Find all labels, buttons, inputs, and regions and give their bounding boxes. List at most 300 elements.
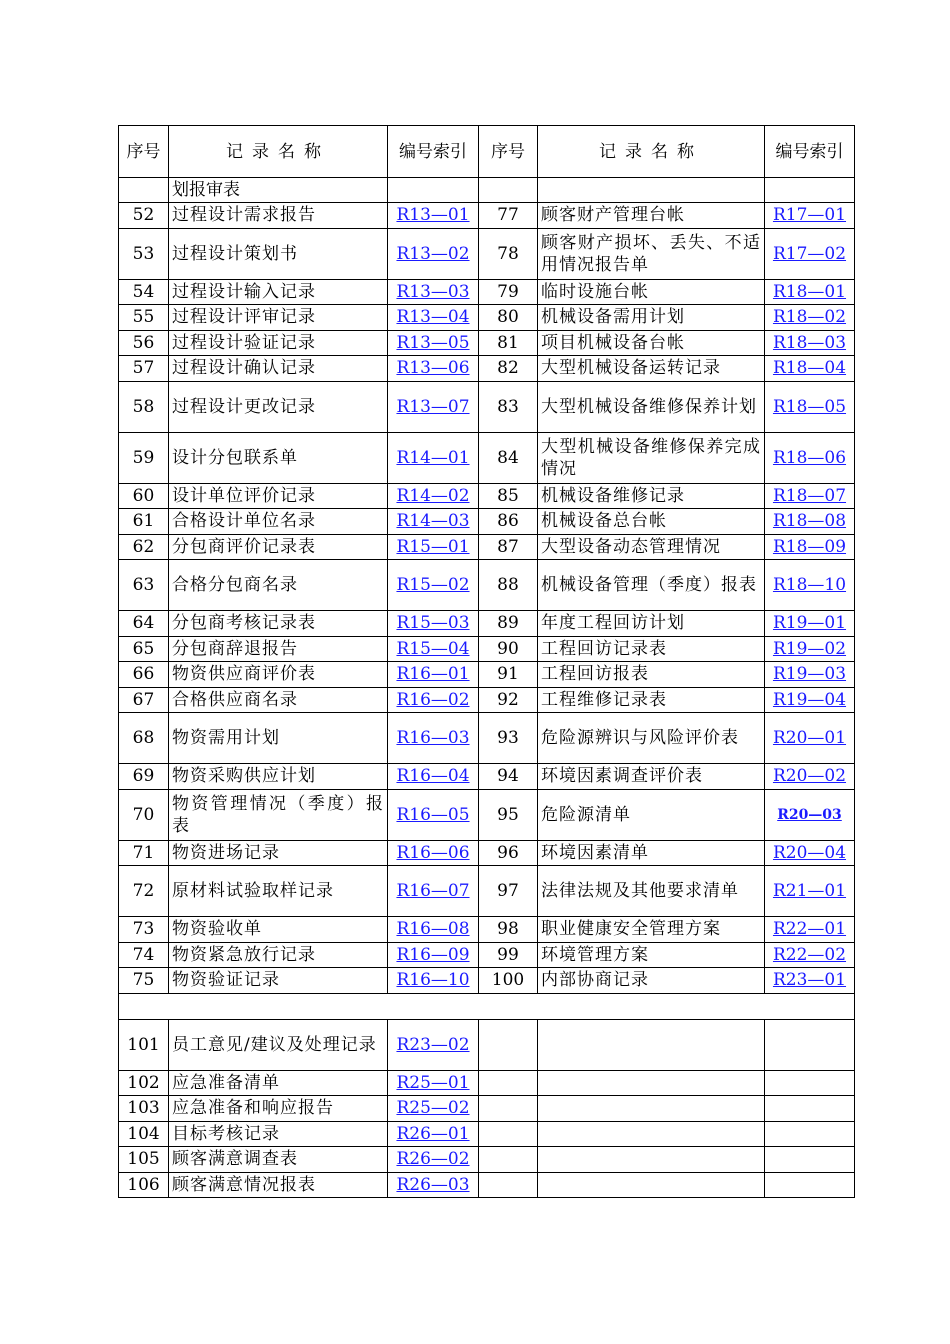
record-name <box>169 1121 388 1147</box>
record-name <box>538 662 765 688</box>
record-name <box>538 560 765 611</box>
record-code-link[interactable]: R26—03 <box>396 1174 470 1195</box>
record-name-text: 顾客满意调查表 <box>172 1149 298 1170</box>
record-name-text: 设计分包联系单 <box>172 447 298 468</box>
record-number: 73 <box>119 917 169 943</box>
record-code-link[interactable]: R16—05 <box>396 804 470 825</box>
record-code-link[interactable]: R15—03 <box>396 613 470 634</box>
record-code <box>765 381 855 432</box>
table-row <box>119 509 855 535</box>
record-number: 53 <box>119 228 169 279</box>
record-name-text: 分包商考核记录表 <box>172 613 316 634</box>
record-code <box>765 687 855 713</box>
table-row <box>119 611 855 637</box>
record-name <box>169 968 388 994</box>
record-name-text: 机械设备维修记录 <box>541 485 685 506</box>
record-number: 68 <box>119 713 169 764</box>
table-row <box>119 713 855 764</box>
record-number: 105 <box>119 1147 169 1173</box>
record-name <box>169 560 388 611</box>
record-code-link[interactable]: R21—01 <box>772 881 847 901</box>
name-header-left: 记录名称 <box>169 126 388 178</box>
record-name-text: 过程设计更改记录 <box>172 396 316 417</box>
record-number: 64 <box>119 611 169 637</box>
record-name <box>169 1172 388 1198</box>
record-name <box>538 764 765 790</box>
empty-cell <box>765 1172 855 1198</box>
record-code <box>388 330 479 356</box>
table-row <box>119 1096 855 1122</box>
record-code-link[interactable]: R25—01 <box>396 1072 470 1093</box>
empty-cell <box>388 178 479 203</box>
record-name-text: 顾客财产管理台帐 <box>541 205 685 226</box>
empty-cell <box>479 1147 538 1173</box>
record-code-link[interactable]: R22—01 <box>772 919 847 940</box>
record-code <box>388 483 479 509</box>
table-row <box>119 203 855 229</box>
table-row <box>119 560 855 611</box>
record-number: 94 <box>479 764 538 790</box>
record-name-text: 员工意见/建议及处理记录 <box>172 1034 377 1055</box>
record-name <box>169 381 388 432</box>
record-name-text: 物资管理情况（季度）报表 <box>172 793 384 836</box>
record-code <box>765 789 855 840</box>
record-number: 67 <box>119 687 169 713</box>
record-number: 80 <box>479 305 538 331</box>
record-name <box>538 789 765 840</box>
table-row <box>119 968 855 994</box>
record-code-link[interactable]: R15—01 <box>396 536 470 557</box>
record-code <box>388 636 479 662</box>
table-row <box>119 381 855 432</box>
record-code-link[interactable]: R18—06 <box>772 447 847 468</box>
code-header-left: 编号索引 <box>388 126 479 178</box>
record-name <box>169 330 388 356</box>
record-name-text: 危险源清单 <box>541 804 631 825</box>
record-code-link[interactable]: R16—01 <box>396 664 470 685</box>
empty-cell <box>538 1121 765 1147</box>
record-code-link[interactable]: R17—01 <box>772 205 847 226</box>
record-code <box>388 534 479 560</box>
record-code <box>765 840 855 866</box>
record-number: 82 <box>479 356 538 382</box>
empty-cell <box>479 1019 538 1070</box>
record-code <box>765 432 855 483</box>
record-code-link[interactable]: R19—01 <box>772 613 847 634</box>
record-name-text: 分包商辞退报告 <box>172 638 298 659</box>
record-number: 56 <box>119 330 169 356</box>
table-row <box>119 356 855 382</box>
record-code <box>388 356 479 382</box>
record-code <box>388 228 479 279</box>
record-name <box>538 611 765 637</box>
table-row <box>119 1019 855 1070</box>
empty-cell <box>765 178 855 203</box>
record-name <box>538 968 765 994</box>
record-code-link[interactable]: R18—05 <box>772 396 847 417</box>
record-name-text: 法律法规及其他要求清单 <box>541 881 739 901</box>
record-name-text: 大型机械设备维修保养计划 <box>541 396 757 417</box>
empty-cell <box>479 1121 538 1147</box>
table-row <box>119 687 855 713</box>
record-code <box>388 432 479 483</box>
record-name <box>169 305 388 331</box>
separator-row <box>119 993 855 1019</box>
table-row <box>119 432 855 483</box>
empty-cell <box>538 178 765 203</box>
record-name-text: 环境因素清单 <box>541 842 649 863</box>
seq-header-left: 序号 <box>119 126 169 178</box>
empty-cell <box>538 1070 765 1096</box>
name-header-right: 记录名称 <box>538 126 765 178</box>
record-number: 84 <box>479 432 538 483</box>
record-code-link[interactable]: R18—10 <box>772 575 847 595</box>
record-number: 100 <box>479 968 538 994</box>
record-number: 58 <box>119 381 169 432</box>
record-code-link[interactable]: R19—02 <box>772 638 847 659</box>
records-table-body <box>119 126 855 1198</box>
table-row <box>119 840 855 866</box>
record-name <box>169 764 388 790</box>
record-code <box>388 1070 479 1096</box>
record-name-text: 内部协商记录 <box>541 970 649 991</box>
table-row <box>119 942 855 968</box>
record-code <box>388 1096 479 1122</box>
record-number: 65 <box>119 636 169 662</box>
record-code <box>388 1121 479 1147</box>
record-name <box>538 840 765 866</box>
record-name-text: 工程回访报表 <box>541 664 649 685</box>
record-number: 66 <box>119 662 169 688</box>
record-code <box>765 534 855 560</box>
record-code-link[interactable]: R20—03 <box>777 807 842 823</box>
record-code-link[interactable]: R16—04 <box>396 766 470 787</box>
record-name <box>538 687 765 713</box>
record-name-text: 应急准备和响应报告 <box>172 1098 334 1119</box>
record-code-link[interactable]: R16—07 <box>396 881 470 901</box>
record-code <box>765 483 855 509</box>
empty-cell <box>479 1096 538 1122</box>
record-code <box>388 968 479 994</box>
table-row <box>119 1172 855 1198</box>
record-number: 70 <box>119 789 169 840</box>
empty-cell <box>479 178 538 203</box>
record-code-link[interactable]: R13—06 <box>396 358 470 379</box>
record-code <box>765 942 855 968</box>
record-code <box>765 305 855 331</box>
record-code <box>765 662 855 688</box>
record-code-link[interactable]: R13—07 <box>396 396 470 417</box>
record-code-link[interactable]: R16—02 <box>396 689 470 710</box>
record-code-link[interactable]: R17—02 <box>772 243 847 264</box>
record-code-link[interactable]: R20—01 <box>772 728 847 748</box>
record-number: 61 <box>119 509 169 535</box>
table-row <box>119 764 855 790</box>
record-code-link[interactable]: R15—02 <box>396 575 470 595</box>
table-row <box>119 866 855 917</box>
record-name-text: 物资采购供应计划 <box>172 766 316 787</box>
record-code-link[interactable]: R18—09 <box>772 536 847 557</box>
record-number: 93 <box>479 713 538 764</box>
record-name <box>538 866 765 917</box>
record-code <box>388 203 479 229</box>
table-row <box>119 279 855 305</box>
table-row <box>119 636 855 662</box>
record-name-text: 过程设计确认记录 <box>172 358 316 379</box>
empty-cell <box>479 1070 538 1096</box>
record-name <box>538 917 765 943</box>
header-row <box>119 126 855 178</box>
record-name <box>169 942 388 968</box>
empty-cell <box>765 1070 855 1096</box>
empty-cell <box>765 1096 855 1122</box>
record-name-text: 物资紧急放行记录 <box>172 944 316 965</box>
empty-cell <box>765 1019 855 1070</box>
record-number: 96 <box>479 840 538 866</box>
record-code <box>765 228 855 279</box>
record-name <box>169 636 388 662</box>
record-code-link[interactable]: R20—02 <box>772 766 847 787</box>
record-code <box>388 866 479 917</box>
record-code <box>765 636 855 662</box>
record-name-text: 过程设计策划书 <box>172 243 298 264</box>
record-number: 104 <box>119 1121 169 1147</box>
record-number: 59 <box>119 432 169 483</box>
record-name-text: 环境因素调查评价表 <box>541 766 703 787</box>
record-name-text: 机械设备总台帐 <box>541 511 667 532</box>
record-number: 75 <box>119 968 169 994</box>
record-number: 81 <box>479 330 538 356</box>
record-number: 101 <box>119 1019 169 1070</box>
record-name <box>538 279 765 305</box>
record-name <box>169 662 388 688</box>
record-name-text: 物资验证记录 <box>172 970 280 991</box>
record-code <box>765 713 855 764</box>
record-code-link[interactable]: R18—02 <box>772 307 847 328</box>
record-code-link[interactable]: R13—05 <box>396 332 470 353</box>
records-table <box>118 125 855 1198</box>
empty-cell <box>479 1172 538 1198</box>
record-name-text: 物资需用计划 <box>172 728 280 748</box>
record-name <box>169 789 388 840</box>
record-name-text: 大型设备动态管理情况 <box>541 536 721 557</box>
record-name-text: 物资验收单 <box>172 919 262 940</box>
record-number: 106 <box>119 1172 169 1198</box>
record-code <box>388 509 479 535</box>
record-code-link[interactable]: R19—03 <box>772 664 847 685</box>
record-name-text: 合格分包商名录 <box>172 575 298 595</box>
record-name <box>169 917 388 943</box>
record-name-text: 过程设计验证记录 <box>172 332 316 353</box>
record-name <box>538 483 765 509</box>
record-code-link[interactable]: R16—09 <box>396 944 470 965</box>
table-row <box>119 483 855 509</box>
record-code <box>765 509 855 535</box>
record-code-link[interactable]: R13—01 <box>396 205 470 226</box>
record-name-text: 大型机械设备维修保养完成情况 <box>541 436 761 479</box>
record-name-text: 合格供应商名录 <box>172 689 298 710</box>
record-name <box>169 279 388 305</box>
record-name-text: 过程设计评审记录 <box>172 307 316 328</box>
record-number: 92 <box>479 687 538 713</box>
record-name <box>538 509 765 535</box>
empty-cell <box>538 1096 765 1122</box>
record-name <box>169 203 388 229</box>
empty-cell <box>538 1172 765 1198</box>
record-name-text: 物资供应商评价表 <box>172 664 316 685</box>
record-name <box>169 713 388 764</box>
record-name <box>169 866 388 917</box>
record-code-link[interactable]: R18—01 <box>772 281 847 302</box>
record-name-text: 物资进场记录 <box>172 842 280 863</box>
table-row <box>119 662 855 688</box>
record-name-text: 分包商评价记录表 <box>172 536 316 557</box>
record-number: 79 <box>479 279 538 305</box>
record-code-link[interactable]: R14—03 <box>396 511 470 532</box>
empty-cell <box>765 1147 855 1173</box>
record-code-link[interactable]: R14—02 <box>396 485 470 506</box>
record-name <box>538 305 765 331</box>
empty-cell <box>538 1147 765 1173</box>
record-number: 77 <box>479 203 538 229</box>
empty-cell <box>119 178 169 203</box>
record-name <box>169 840 388 866</box>
record-number: 98 <box>479 917 538 943</box>
table-row <box>119 789 855 840</box>
record-code <box>388 560 479 611</box>
record-code-link[interactable]: R23—01 <box>772 970 847 991</box>
record-code <box>388 789 479 840</box>
record-name <box>538 713 765 764</box>
record-name-text: 环境管理方案 <box>541 944 649 965</box>
record-code-link[interactable]: R18—04 <box>772 358 847 379</box>
record-code-link[interactable]: R13—03 <box>396 281 470 302</box>
record-code-link[interactable]: R16—06 <box>396 842 470 863</box>
record-name <box>538 228 765 279</box>
record-code-link[interactable]: R26—01 <box>396 1123 470 1144</box>
record-name <box>169 509 388 535</box>
record-number: 88 <box>479 560 538 611</box>
table-row <box>119 917 855 943</box>
record-code-link[interactable]: R18—08 <box>772 511 847 532</box>
record-name <box>538 381 765 432</box>
record-code-link[interactable]: R25—02 <box>396 1098 470 1119</box>
record-code <box>388 764 479 790</box>
record-number: 91 <box>479 662 538 688</box>
record-name-text: 设计单位评价记录 <box>172 485 316 506</box>
record-code <box>765 917 855 943</box>
table-row <box>119 330 855 356</box>
record-code-link[interactable]: R18—03 <box>772 332 847 353</box>
record-number: 60 <box>119 483 169 509</box>
record-number: 57 <box>119 356 169 382</box>
record-code-link[interactable]: R20—04 <box>772 842 847 863</box>
record-number: 95 <box>479 789 538 840</box>
record-name-text: 机械设备管理（季度）报表 <box>541 575 757 595</box>
record-code <box>765 279 855 305</box>
record-name-text: 过程设计输入记录 <box>172 281 316 302</box>
record-name-text: 顾客财产损坏、丢失、不适用情况报告单 <box>541 232 761 275</box>
record-number: 54 <box>119 279 169 305</box>
record-name-text: 大型机械设备运转记录 <box>541 358 721 379</box>
record-name <box>538 203 765 229</box>
record-name-text: 工程回访记录表 <box>541 638 667 659</box>
record-number: 99 <box>479 942 538 968</box>
record-code-link[interactable]: R18—07 <box>772 485 847 506</box>
record-name-text: 工程维修记录表 <box>541 689 667 710</box>
record-number: 74 <box>119 942 169 968</box>
table-row <box>119 1121 855 1147</box>
record-code <box>765 330 855 356</box>
record-name-text: 目标考核记录 <box>172 1123 280 1144</box>
record-number: 83 <box>479 381 538 432</box>
record-code-link[interactable]: R22—02 <box>772 944 847 965</box>
record-code-link[interactable]: R26—02 <box>396 1149 470 1170</box>
record-code <box>765 203 855 229</box>
empty-cell <box>765 1121 855 1147</box>
record-name <box>538 534 765 560</box>
record-name-text: 临时设施台帐 <box>541 281 649 302</box>
record-name <box>169 356 388 382</box>
record-number: 72 <box>119 866 169 917</box>
record-code <box>388 1172 479 1198</box>
record-code-link[interactable]: R16—03 <box>396 728 470 748</box>
record-code <box>388 1019 479 1070</box>
record-name <box>169 432 388 483</box>
table-row <box>119 1147 855 1173</box>
record-code-link[interactable]: R16—08 <box>396 919 470 940</box>
record-code-link[interactable]: R13—02 <box>396 243 470 264</box>
record-code <box>765 560 855 611</box>
record-code <box>388 840 479 866</box>
record-code <box>388 381 479 432</box>
record-name-text: 过程设计需求报告 <box>172 205 316 226</box>
record-name-continued: 划报审表 <box>169 178 388 203</box>
record-name <box>169 687 388 713</box>
record-name <box>169 1070 388 1096</box>
record-code-link[interactable]: R15—04 <box>396 638 470 659</box>
record-number: 85 <box>479 483 538 509</box>
record-number: 89 <box>479 611 538 637</box>
record-name-text: 合格设计单位名录 <box>172 511 316 532</box>
table-row <box>119 534 855 560</box>
record-code-link[interactable]: R16—10 <box>396 970 470 991</box>
record-code-link[interactable]: R19—04 <box>772 689 847 710</box>
record-number: 69 <box>119 764 169 790</box>
record-code <box>388 611 479 637</box>
record-number: 90 <box>479 636 538 662</box>
record-name-text: 职业健康安全管理方案 <box>541 919 721 940</box>
record-code-link[interactable]: R14—01 <box>396 447 470 468</box>
record-number: 78 <box>479 228 538 279</box>
record-number: 62 <box>119 534 169 560</box>
record-code <box>388 662 479 688</box>
record-name-text: 机械设备需用计划 <box>541 307 685 328</box>
record-code <box>388 942 479 968</box>
continuation-row <box>119 178 855 203</box>
record-code-link[interactable]: R23—02 <box>396 1034 470 1055</box>
record-number: 86 <box>479 509 538 535</box>
table-row <box>119 1070 855 1096</box>
record-number: 103 <box>119 1096 169 1122</box>
record-name <box>169 611 388 637</box>
seq-header-right: 序号 <box>479 126 538 178</box>
record-name <box>169 1147 388 1173</box>
record-number: 55 <box>119 305 169 331</box>
code-header-right: 编号索引 <box>765 126 855 178</box>
record-code <box>765 968 855 994</box>
record-code-link[interactable]: R13—04 <box>396 307 470 328</box>
